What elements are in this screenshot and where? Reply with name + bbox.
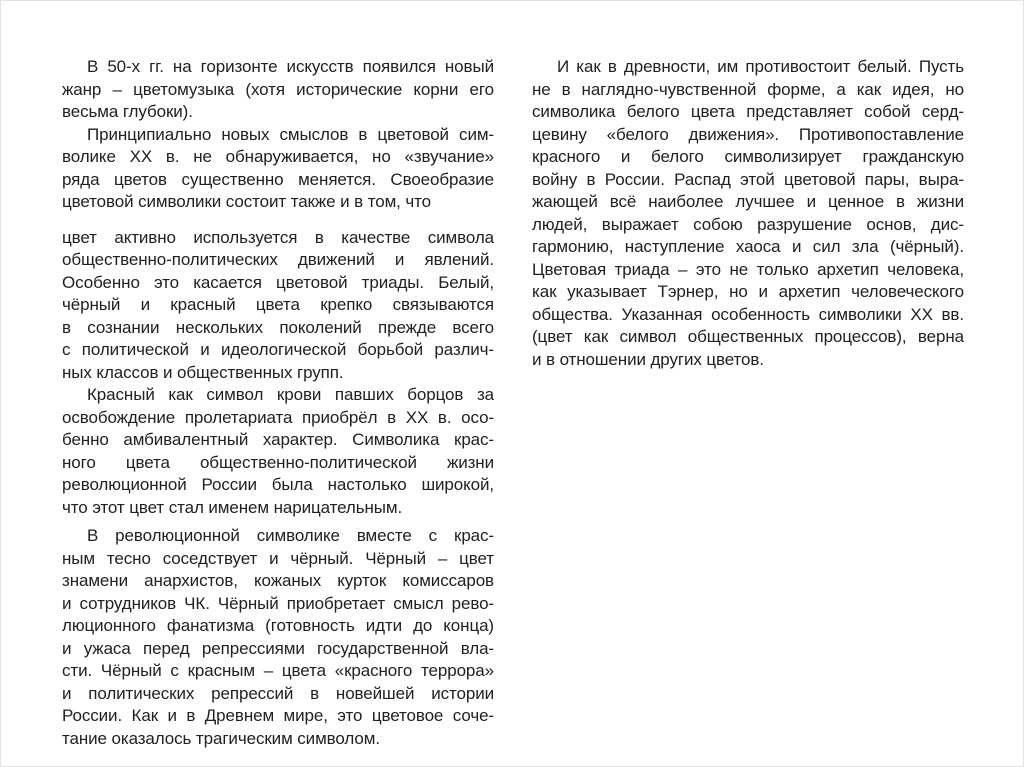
text-line: Принципиально новых смыслов в цветовой сим-: [87, 124, 494, 144]
text-line: цвет активно используется в качестве символа: [62, 227, 494, 247]
text-line: с политической и идеологической борьбой различ-: [62, 340, 494, 359]
text-line: в сознании нескольких поколений прежде всего: [62, 317, 494, 337]
text-line: цветовой символики состоит также и в том, что: [62, 192, 432, 211]
text-column-right: [532, 56, 964, 371]
text-line: и ужаса перед репрессиями государственной вла-: [62, 638, 494, 658]
paragraph: [532, 56, 964, 371]
text-line: символика белого цвета представляет собой серд-: [532, 102, 964, 121]
paragraph: [62, 384, 494, 519]
text-line: сти. Чёрный с красным – цвета «красного террора»: [62, 661, 494, 680]
text-line: что этот цвет стал именем нарицательным.: [62, 497, 403, 517]
text-line: ным тесно соседствует и чёрный. Чёрный – цвет: [62, 548, 494, 568]
text-line: не в наглядно-чувственной форме, а как идея, но: [532, 79, 964, 99]
text-line: ных классов и общественных групп.: [62, 362, 344, 382]
text-column-left: [62, 56, 494, 750]
text-line: цевину «белого движения». Противопоставление: [532, 124, 964, 144]
text-line: (цвет как символ общественных процессов), верна: [532, 327, 964, 346]
text-line: войну в России. Распад этой цветовой пары, выра-: [532, 169, 964, 189]
paragraph: [62, 525, 494, 750]
text-line: как указывает Тэрнер, но и архетип человеческого: [532, 282, 964, 301]
text-line: волике XX в. не обнаруживается, но «звучание»: [62, 147, 494, 166]
text-line: В революционной символике вместе с крас-: [87, 526, 494, 545]
paragraph: [62, 124, 494, 214]
text-line: Красный как символ крови павших борцов за: [87, 385, 494, 404]
text-line: красного и белого символизирует гражданскую: [532, 147, 964, 166]
text-line: Цветовая триада – это не только архетип человека,: [532, 259, 964, 279]
text-line: и в отношении других цветов.: [532, 349, 764, 369]
text-line: общественно-политических движений и явлений.: [62, 250, 494, 269]
text-line: весьма глубоки).: [62, 102, 193, 121]
text-line: ряда цветов существенно меняется. Своеобразие: [62, 169, 494, 189]
text-line: гармонию, наступление хаоса и сил зла (чёрный).: [532, 237, 964, 256]
text-line: и сотрудников ЧК. Чёрный приобретает смысл рево-: [62, 593, 494, 613]
text-line: бенно амбивалентный характер. Символика крас-: [62, 430, 494, 449]
text-line: России. Как и в Древнем мире, это цветовое соче-: [62, 706, 494, 725]
text-line: революционной России была настолько широкой,: [62, 475, 494, 494]
text-line: и политических репрессий в новейшей истории: [62, 683, 494, 703]
text-line: Особенно это касается цветовой триады. Белый,: [62, 272, 494, 292]
text-line: В 50-х гг. на горизонте искусств появился новый: [87, 57, 494, 76]
text-line: люционного фанатизма (готовность идти до конца): [62, 616, 494, 635]
text-line: людей, выражает собою разрушение основ, дис-: [532, 214, 964, 234]
paragraph: [62, 56, 494, 124]
text-line: И как в древности, им противостоит белый. Пусть: [557, 57, 964, 76]
text-line: ного цвета общественно-политической жизни: [62, 452, 494, 472]
text-line: тание оказалось трагическим символом.: [62, 728, 380, 748]
text-line: чёрный и красный цвета крепко связываются: [62, 295, 494, 314]
paragraph: [62, 227, 494, 385]
text-line: освобождение пролетариата приобрёл в XX в. осо-: [62, 407, 494, 427]
text-line: жающей всё наиболее лучшее и ценное в жизни: [532, 192, 964, 211]
text-line: знамени анархистов, кожаных курток комиссаров: [62, 571, 494, 590]
text-line: жанр – цветомузыка (хотя исторические корни его: [62, 79, 494, 99]
text-line: общества. Указанная особенность символики XX вв.: [532, 304, 964, 324]
